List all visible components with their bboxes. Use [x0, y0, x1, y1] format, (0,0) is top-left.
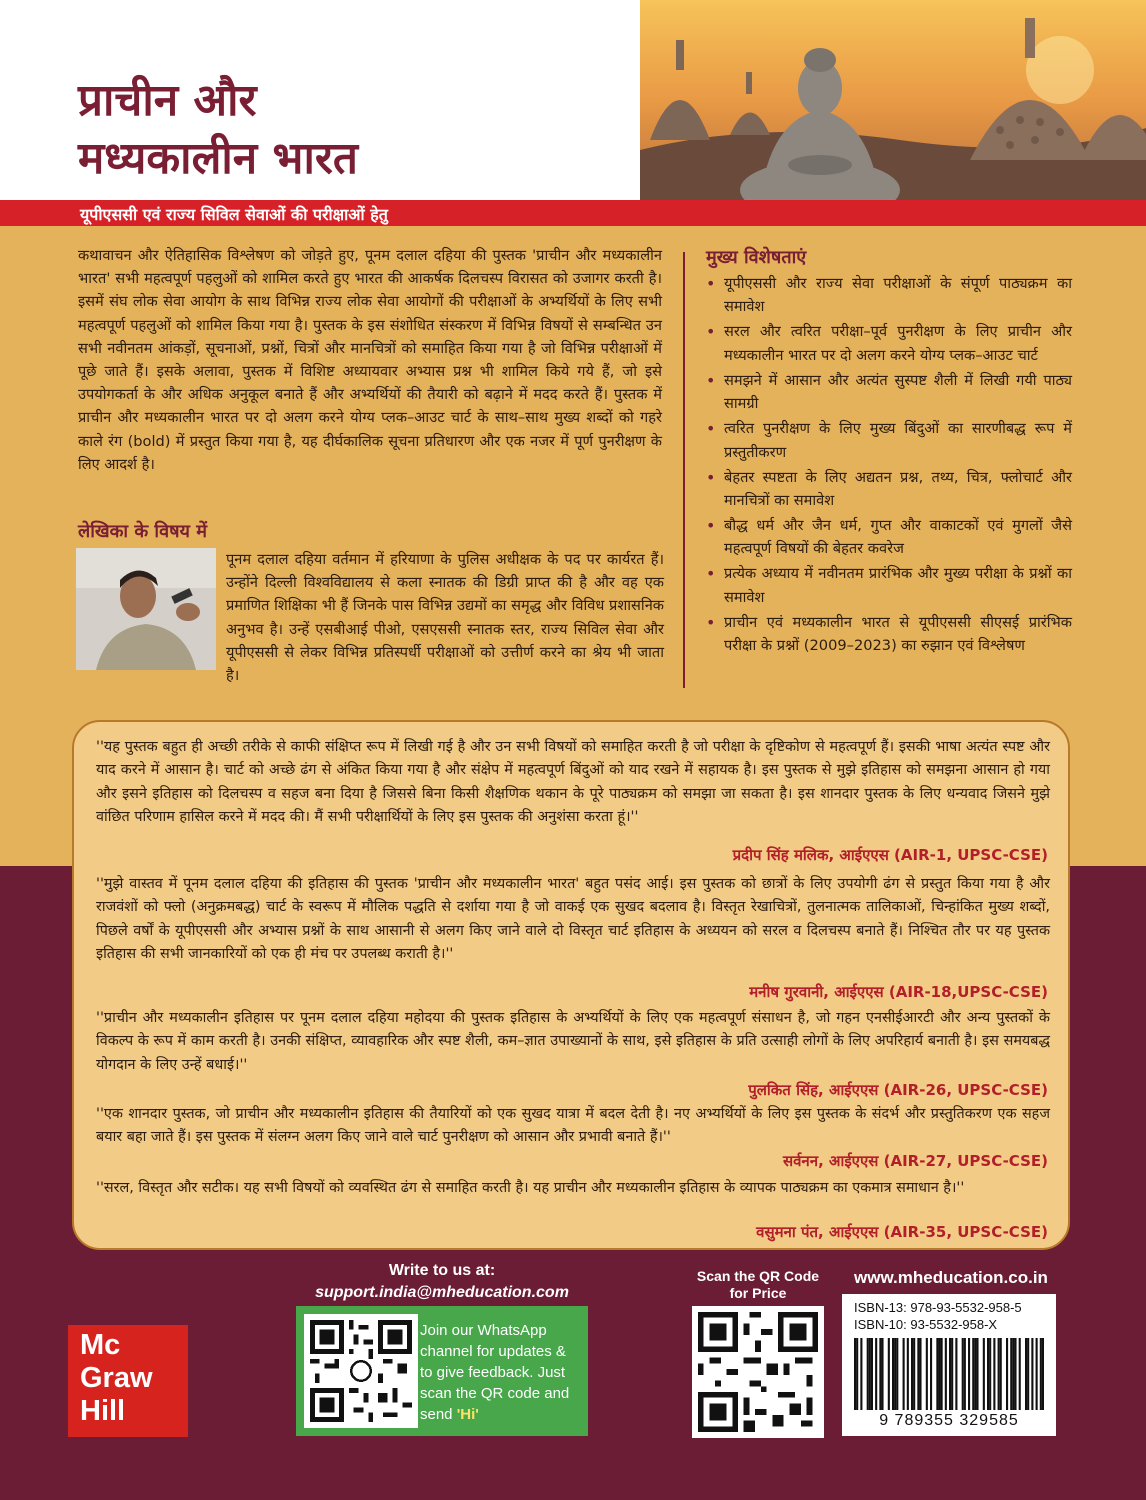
- book-description: कथावाचन और ऐतिहासिक विश्लेषण को जोड़ते हुए, पूनम दलाल दहिया की पुस्तक 'प्राचीन और मध्यकालीन भारत' सभी महत्वपूर्ण पहलुओं को शामिल करते हुए भारत की आकर्षक दिलचस्प विरासत को उजागर करती है। इसमें संघ लोक सेवा आयोग के साथ विभिन्न राज्य लोक सेवा आयोगों की परीक्षाओं के अभ्यर्थियों के लिए सभी महत्वपूर्ण पहलुओं को शामिल किया गया है। पुस्तक के इस संशोधित संस्करण में विभिन्न विषयों से सम्बन्धित उन सभी नवीनतम आंकड़ों, सूचनाओं, प्रश्नों, चित्रों और मानचित्रों को समाहित किया गया है जो विभिन्न परीक्षाओं में पूछे जाते हैं। इसके अलावा, पुस्तक में विशिष्ट अध्यायवार अभ्यास प्रश्न भी शामिल किये गये हैं, जो इसे उपयोगकर्ता के और अधिक अनुकूल बनाते हैं और अभ्यर्थियों की तैयारी को बढ़ाने में मदद करते हैं। पुस्तक में प्राचीन और मध्यकालीन भारत पर दो अलग करने योग्य प्लक–आउट चार्ट के साथ–साथ मुख्य शब्दों को गहरे काले रंग (bold) में प्रस्तुत किया गया है, यह दीर्घकालिक सूचना प्रतिधारण और एक नजर में पूर्ण पुनरीक्षण के लिए आदर्श है।: [78, 247, 662, 473]
- barcode-bar: [993, 1338, 995, 1410]
- testimonial-text: ''प्राचीन और मध्यकालीन इतिहास पर पूनम दलाल दहिया महोदया की पुस्तक इतिहास के अभ्यर्थियों के लिए एक महत्वपूर्ण संसाधन है, जो गहन एनसीईआरटी और अन्य पुस्तकों के विकल्प के रूप में काम करती है। उनकी संक्षिप्त, व्यावहारिक और स्पष्ट शैली, कम–ज्ञात उपाख्यानों के साथ, इसे इतिहास के प्रति उत्साही लोगों के लिए अपरिहार्य बनाती है। इस समयबद्ध योगदान के लिए उन्हें बधाई।'': [96, 1010, 1050, 1073]
- barcode-bar: [964, 1338, 966, 1410]
- barcode-bar: [955, 1338, 957, 1410]
- barcode-bar: [976, 1338, 978, 1410]
- barcode-bar: [949, 1338, 951, 1410]
- barcode-bar: [926, 1338, 928, 1410]
- feature-item: • सरल और त्वरित परीक्षा–पूर्व पुनरीक्षण के लिए प्राचीन और मध्यकालीन भारत पर दो अलग करने योग्य प्लक–आउट चार्ट: [702, 320, 1072, 367]
- column-divider: [683, 252, 685, 688]
- barcode-bar: [1006, 1338, 1008, 1410]
- testimonial-author: प्रदीप सिंह मलिक, आईएएस (AIR-1, UPSC-CSE): [732, 846, 1048, 864]
- testimonial-author: पुलकित सिंह, आईएएस (AIR-26, UPSC-CSE): [748, 1081, 1048, 1099]
- barcode-bar: [962, 1338, 964, 1410]
- logo-line-1: Mc: [80, 1329, 121, 1361]
- author-heading: लेखिका के विषय में: [78, 521, 207, 542]
- barcode-bar: [894, 1338, 896, 1410]
- barcode-bar: [983, 1338, 985, 1410]
- features-list: [702, 272, 1072, 659]
- testimonial-author: मनीष गुरवानी, आईएएस (AIR-18,UPSC-CSE): [749, 983, 1048, 1001]
- testimonial-author: वसुमना पंत, आईएएस (AIR-35, UPSC-CSE): [756, 1223, 1048, 1241]
- barcode-bar: [968, 1338, 970, 1410]
- barcode-bar: [1042, 1338, 1044, 1410]
- isbn-barcode-box: [842, 1294, 1056, 1436]
- author-bio: पूनम दलाल दहिया वर्तमान में हरियाणा के पुलिस अधीक्षक के पद पर कार्यरत हैं। उन्होंने दिल्ली विश्वविद्यालय से कला स्नातक की डिग्री प्राप्त की है और वह एक प्रमाणित शिक्षिका भी हैं जिनके पास विभिन्न उद्यमों का समृद्ध और विविध प्रशासनिक अनुभव है। उन्हें एसबीआई पीओ, एसएससी स्नातक स्तर, राज्य सिविल सेवा और यूपीएससी से लेकर विभिन्न प्रतिस्पर्धी परीक्षाओं को उत्तीर्ण करने का श्रेय भी जाता है।: [226, 551, 664, 685]
- barcode-bar: [1040, 1338, 1042, 1410]
- barcode-bar: [972, 1338, 974, 1410]
- testimonial-text: ''मुझे वास्तव में पूनम दलाल दहिया की इतिहास की पुस्तक 'प्राचीन और मध्यकालीन भारत' बहुत पसंद आई। इस पुस्तक को छात्रों के लिए उपयोगी ढंग से प्रस्तुत किया गया है और राजवंशों को फ्लो (अनुक्रमबद्ध) चार्ट के स्वरूप में मौलिक पद्धति से दर्शाया गया है जो वाकई एक सुखद बदलाव है। विस्तृत रेखाचित्रों, तुलनात्मक तालिकाओं, चिन्हांकित मुख्य शब्दों, पिछले वर्षों के यूपीएससी और अभ्यास प्रश्नों के साथ आसानी से अलग किए जाने वाले दो विस्तृत चार्ट इतिहास के अध्ययन को सरल व दिलचस्प बनाते हैं। निश्चित तौर पर यह पुस्तक इतिहास की सभी जानकारियों को एक ही मंच पर उपलब्ध कराती है।'': [96, 876, 1050, 963]
- barcode-bar: [913, 1338, 915, 1410]
- features-heading: मुख्य विशेषताएं: [706, 247, 807, 268]
- barcode-bar: [867, 1338, 869, 1410]
- barcode-digits: 9 789355 329585: [879, 1412, 1019, 1429]
- barcode-bar: [875, 1338, 877, 1410]
- barcode-bar: [917, 1338, 919, 1410]
- barcode-bar: [881, 1338, 883, 1410]
- author-photo-illustration: [76, 548, 216, 670]
- write-label: Write to us at:: [388, 1262, 496, 1279]
- barcode-bar: [987, 1338, 989, 1410]
- logo-line-3: Hill: [80, 1395, 126, 1427]
- whatsapp-qr-code[interactable]: [304, 1314, 418, 1428]
- barcode-bar: [974, 1338, 976, 1410]
- barcode-bar: [879, 1338, 881, 1410]
- feature-item: • त्वरित पुनरीक्षण के लिए मुख्य बिंदुओं का सारणीबद्ध रूप में प्रस्तुतीकरण: [702, 417, 1072, 464]
- barcode-bar: [907, 1338, 909, 1410]
- whatsapp-text: [420, 1320, 580, 1425]
- qr-pattern: [698, 1312, 818, 1432]
- barcode-bar: [998, 1338, 1000, 1410]
- barcode-bar: [919, 1338, 921, 1410]
- book-title-line-1: प्राचीन और: [78, 75, 257, 126]
- barcode-bar: [1000, 1338, 1002, 1410]
- barcode-bar: [860, 1338, 862, 1410]
- barcode-bar: [869, 1338, 871, 1410]
- testimonial-text: ''एक शानदार पुस्तक, जो प्राचीन और मध्यकालीन इतिहास की तैयारियों को एक सुखद यात्रा में बदल देती है। नए अभ्यर्थियों के लिए इस पुस्तक के संदर्भ और प्रस्तुतिकरण एक सहज बयार बहा जाते हैं। इस पुस्तक में संलग्न अलग किए जाने वाले चार्ट पुनरीक्षण को आसान और प्रभावी बनाते हैं।'': [96, 1106, 1050, 1146]
- barcode-bar: [1031, 1338, 1033, 1410]
- book-title-line-2: मध्यकालीन भारत: [78, 133, 358, 184]
- barcode-bar: [903, 1338, 905, 1410]
- barcode-bar: [1014, 1338, 1016, 1410]
- barcode-bar: [1036, 1338, 1038, 1410]
- barcode-bar: [854, 1338, 856, 1410]
- barcode-bar: [1025, 1338, 1027, 1410]
- website-link[interactable]: www.mheducation.co.in: [854, 1268, 1048, 1287]
- feature-item: • बौद्ध धर्म और जैन धर्म, गुप्त और वाकाटकों एवं मुगलों जैसे महत्वपूर्ण विषयों की बेहतर कवरेज: [702, 514, 1072, 561]
- contact-block: [296, 1260, 588, 1304]
- feature-item: • बेहतर स्पष्टता के लिए अद्यतन प्रश्न, तथ्य, चित्र, फ्लोचार्ट और मानचित्रों का समावेश: [702, 466, 1072, 513]
- mcgraw-hill-logo: [68, 1325, 188, 1437]
- isbn-10: ISBN-10: 93-5532-958-X: [854, 1317, 998, 1332]
- logo-line-2: Graw: [80, 1362, 153, 1394]
- book-title: [78, 72, 358, 188]
- barcode-bar: [945, 1338, 947, 1410]
- barcode-bar: [1010, 1338, 1012, 1410]
- barcode-bar: [871, 1338, 873, 1410]
- barcode: [854, 1338, 1044, 1410]
- barcode-bar: [896, 1338, 898, 1410]
- buddha-photo-illustration: [640, 0, 1146, 200]
- barcode-bar: [911, 1338, 913, 1410]
- whatsapp-hi: 'Hi': [456, 1406, 479, 1423]
- barcode-bar: [888, 1338, 890, 1410]
- barcode-bar: [951, 1338, 953, 1410]
- feature-item: • समझने में आसान और अत्यंत सुस्पष्ट शैली में लिखी गयी पाठ्य सामग्री: [702, 369, 1072, 416]
- barcode-bar: [1012, 1338, 1014, 1410]
- buddha-temple-photo: [640, 0, 1146, 200]
- feature-item: • यूपीएससी और राज्य सेवा परीक्षाओं के संपूर्ण पाठ्यक्रम का समावेश: [702, 272, 1072, 319]
- barcode-bar: [892, 1338, 894, 1410]
- barcode-bar: [936, 1338, 938, 1410]
- qr-pattern: [310, 1320, 412, 1422]
- barcode-bar: [938, 1338, 940, 1410]
- feature-item: • प्रत्येक अध्याय में नवीनतम प्रारंभिक और मुख्य परीक्षा के प्रश्नों का समावेश: [702, 562, 1072, 609]
- scan-qr-label: Scan the QR Code for Price: [696, 1268, 820, 1301]
- barcode-bar: [941, 1338, 943, 1410]
- barcode-bar: [856, 1338, 858, 1410]
- support-email-link[interactable]: support.india@mheducation.com: [315, 1284, 569, 1301]
- price-qr-code[interactable]: [692, 1306, 824, 1438]
- testimonial-text: ''सरल, विस्तृत और सटीक। यह सभी विषयों को व्यवस्थित ढंग से समाहित करती है। यह प्राचीन और मध्यकालीन इतिहास के व्यापक पाठ्यक्रम का एकमात्र समाधान है।'': [96, 1180, 965, 1196]
- testimonial-text: ''यह पुस्तक बहुत ही अच्छी तरीके से काफी संक्षिप्त रूप में लिखी गई है और उन सभी विषयों को समाहित करती है जो परीक्षा के दृष्टिकोण से महत्वपूर्ण हैं। इसकी भाषा अत्यंत स्पष्ट और याद करने में आसान है। चार्ट को अच्छे ढंग से अंकित किया गया है और संक्षेप में महत्वपूर्ण बिंदुओं को याद रखने में सहायक है। इस पुस्तक से मुझे इतिहास को समझना आसान हो गया और इसने इतिहास को दिलचस्प व सहज बना दिया है जिससे बिना किसी शैक्षणिक थकान के पूरे पाठ्यक्रम को समझा जा सकता है। इस शानदार पुस्तक के लिए धन्यवाद जिसने मुझे वांछित परिणाम हासिल करने में मदद की। मैं सभी परीक्षार्थियों के लिए इस पुस्तक की अनुशंसा करता हूं।'': [96, 739, 1050, 826]
- barcode-bar: [989, 1338, 991, 1410]
- testimonial-author: सर्वनन, आईएएस (AIR-27, UPSC-CSE): [782, 1152, 1048, 1170]
- isbn-13: ISBN-13: 978-93-5532-958-5: [854, 1300, 1022, 1315]
- whatsapp-instructions: Join our WhatsApp channel for updates & to give feedback. Just scan the QR code and send: [420, 1322, 570, 1423]
- barcode-bar: [1027, 1338, 1029, 1410]
- author-photo: [76, 548, 216, 670]
- book-subtitle: यूपीएससी एवं राज्य सिविल सेवाओं की परीक्षाओं हेतु: [80, 205, 388, 224]
- whatsapp-box: [296, 1306, 588, 1436]
- barcode-bar: [1019, 1338, 1021, 1410]
- barcode-bar: [930, 1338, 932, 1410]
- feature-item: • प्राचीन एवं मध्यकालीन भारत से यूपीएससी सीएसई प्रारंभिक परीक्षा के प्रश्नों (2009–2023) का रुझान एवं विश्लेषण: [702, 611, 1072, 658]
